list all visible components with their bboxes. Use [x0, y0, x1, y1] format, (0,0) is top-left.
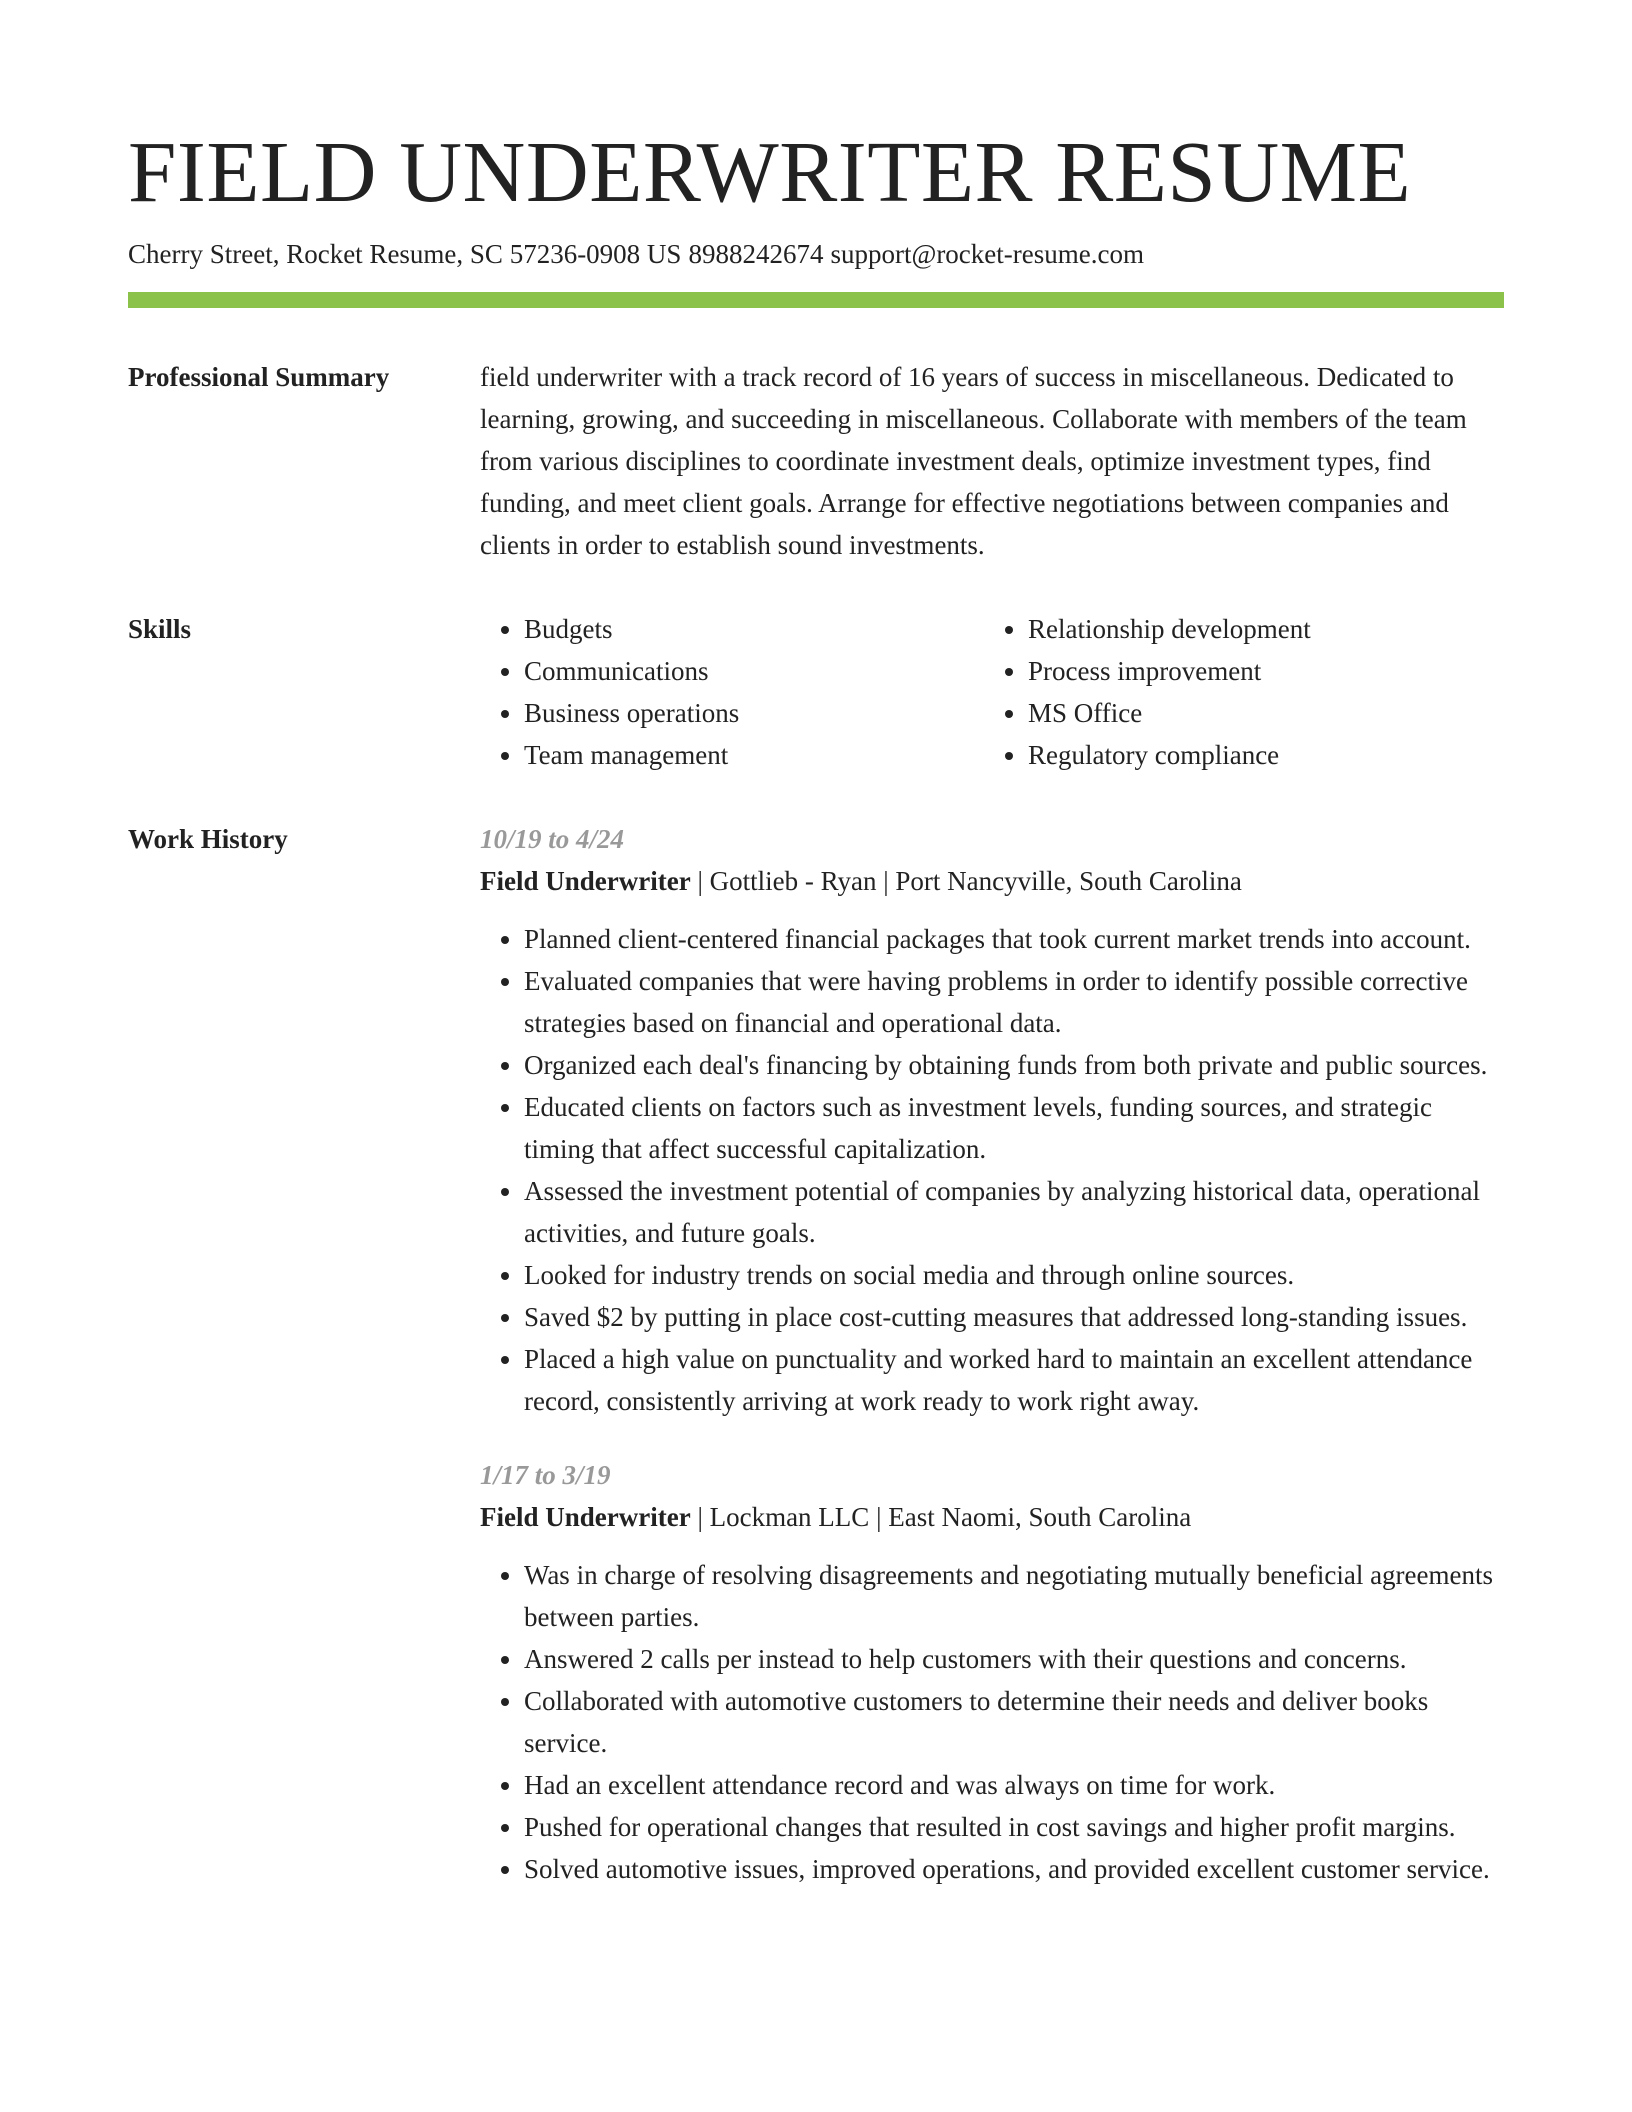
job-bullet: • Organized each deal's financing by obtaining funds from both private and public sources. — [524, 1044, 1504, 1086]
skill-item: • Communications — [524, 650, 984, 692]
job-heading: Field Underwriter | Gottlieb - Ryan | Port Nancyville, South Carolina — [480, 866, 1242, 896]
job-bullet: • Saved $2 by putting in place cost-cutting measures that addressed long-standing issues. — [524, 1296, 1504, 1338]
contact-phone: 8988242674 — [688, 239, 824, 269]
skill-item: • Business operations — [524, 692, 984, 734]
skill-item: • Team management — [524, 734, 984, 776]
header-divider — [128, 292, 1504, 308]
job-company: Gottlieb - Ryan — [709, 866, 877, 896]
job-heading: Field Underwriter | Lockman LLC | East Naomi, South Carolina — [480, 1502, 1192, 1532]
job-bullet: • Pushed for operational changes that resulted in cost savings and higher profit margins. — [524, 1806, 1504, 1848]
job-title: Field Underwriter — [480, 1502, 691, 1532]
summary-text: field underwriter with a track record of 16 years of success in miscellaneous. Dedicated to learning, growing, and succeeding in miscellaneous. Collaborate with members of the team from various disciplines to coordinate investment deals, optimize investment types, find funding, and meet client goals. Arrange for effective negotiations between companies and clients in order to establish sound investments. — [480, 362, 1467, 560]
skills-list-right — [984, 608, 1488, 776]
skills-label: Skills — [128, 614, 192, 644]
skills-list-left — [480, 608, 984, 776]
contact-email: support@rocket-resume.com — [830, 239, 1144, 269]
contact-address: Cherry Street, Rocket Resume, SC 57236-0908 US — [128, 239, 682, 269]
resume-title: FIELD UNDERWRITER RESUME — [128, 123, 1412, 220]
contact-line — [128, 236, 1504, 272]
job-bullet: • Evaluated companies that were having problems in order to identify possible corrective strategies based on financial and operational data. — [524, 960, 1504, 1044]
skills-content — [480, 608, 1504, 776]
job-bullets — [480, 918, 1504, 1422]
job-bullet: • Was in charge of resolving disagreements and negotiating mutually beneficial agreements between parties. — [524, 1554, 1504, 1638]
summary-label: Professional Summary — [128, 362, 390, 392]
skill-item: • Process improvement — [1028, 650, 1488, 692]
job-bullet: • Educated clients on factors such as investment levels, funding sources, and strategic timing that affect successful capitalization. — [524, 1086, 1504, 1170]
job-bullet: • Planned client-centered financial packages that took current market trends into account. — [524, 918, 1504, 960]
resume-page — [128, 120, 1504, 1890]
skill-item: • Regulatory compliance — [1028, 734, 1488, 776]
skill-item: • Budgets — [524, 608, 984, 650]
job-location: Port Nancyville, South Carolina — [895, 866, 1242, 896]
job-title: Field Underwriter — [480, 866, 691, 896]
skill-item: • Relationship development — [1028, 608, 1488, 650]
job-bullet: • Assessed the investment potential of companies by analyzing historical data, operational activities, and future goals. — [524, 1170, 1504, 1254]
job-location: East Naomi, South Carolina — [888, 1502, 1192, 1532]
job-bullet: • Answered 2 calls per instead to help customers with their questions and concerns. — [524, 1638, 1504, 1680]
summary-section — [128, 356, 1504, 566]
job-dates: 10/19 to 4/24 — [480, 824, 625, 854]
job-bullets — [480, 1554, 1504, 1890]
job-dates: 1/17 to 3/19 — [480, 1460, 611, 1490]
work-history-content — [480, 818, 1504, 1890]
job-entry — [480, 818, 1504, 1422]
job-bullet: • Solved automotive issues, improved operations, and provided excellent customer service. — [524, 1848, 1504, 1890]
work-history-label: Work History — [128, 824, 288, 854]
job-entry — [480, 1454, 1504, 1890]
work-history-section — [128, 818, 1504, 1890]
summary-content — [480, 356, 1504, 566]
skills-section — [128, 608, 1504, 776]
job-bullet: • Looked for industry trends on social media and through online sources. — [524, 1254, 1504, 1296]
job-company: Lockman LLC — [709, 1502, 870, 1532]
job-bullet: • Collaborated with automotive customers to determine their needs and deliver books service. — [524, 1680, 1504, 1764]
job-bullet: • Placed a high value on punctuality and worked hard to maintain an excellent attendance record, consistently arriving at work ready to work right away. — [524, 1338, 1504, 1422]
skill-item: • MS Office — [1028, 692, 1488, 734]
job-bullet: • Had an excellent attendance record and was always on time for work. — [524, 1764, 1504, 1806]
